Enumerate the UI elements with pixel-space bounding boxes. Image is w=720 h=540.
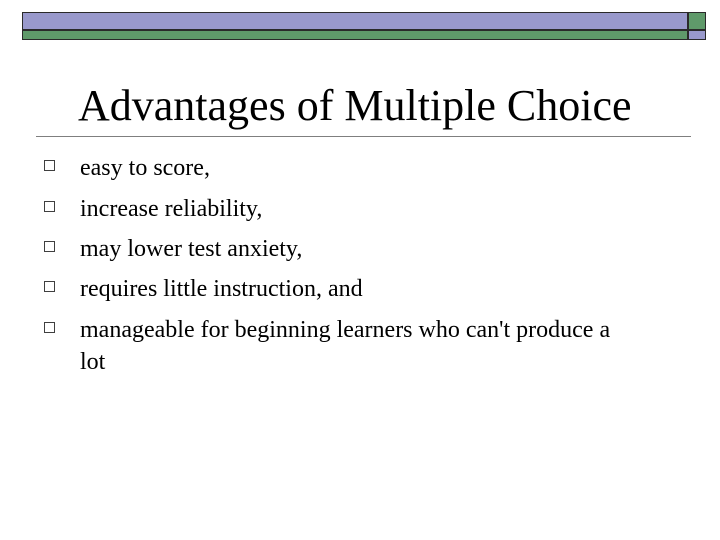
corner-square-purple bbox=[688, 30, 706, 40]
hollow-square-icon bbox=[44, 160, 55, 171]
hollow-square-icon bbox=[44, 281, 55, 292]
title-underline bbox=[36, 136, 691, 137]
bullet-text: easy to score, bbox=[80, 155, 210, 181]
bullet-text: increase reliability, bbox=[80, 196, 263, 222]
hollow-square-icon bbox=[44, 241, 55, 252]
header-band-purple bbox=[22, 12, 688, 30]
hollow-square-icon bbox=[44, 201, 55, 212]
bullet-text: manageable for beginning learners who can't produce a lot bbox=[80, 317, 611, 375]
hollow-square-icon bbox=[44, 322, 55, 333]
corner-square-green bbox=[688, 12, 706, 30]
slide-title: Advantages of Multiple Choice bbox=[78, 81, 632, 130]
bullet-text: may lower test anxiety, bbox=[80, 236, 303, 262]
header-band-green bbox=[22, 30, 688, 40]
bullet-text: requires little instruction, and bbox=[80, 276, 363, 302]
